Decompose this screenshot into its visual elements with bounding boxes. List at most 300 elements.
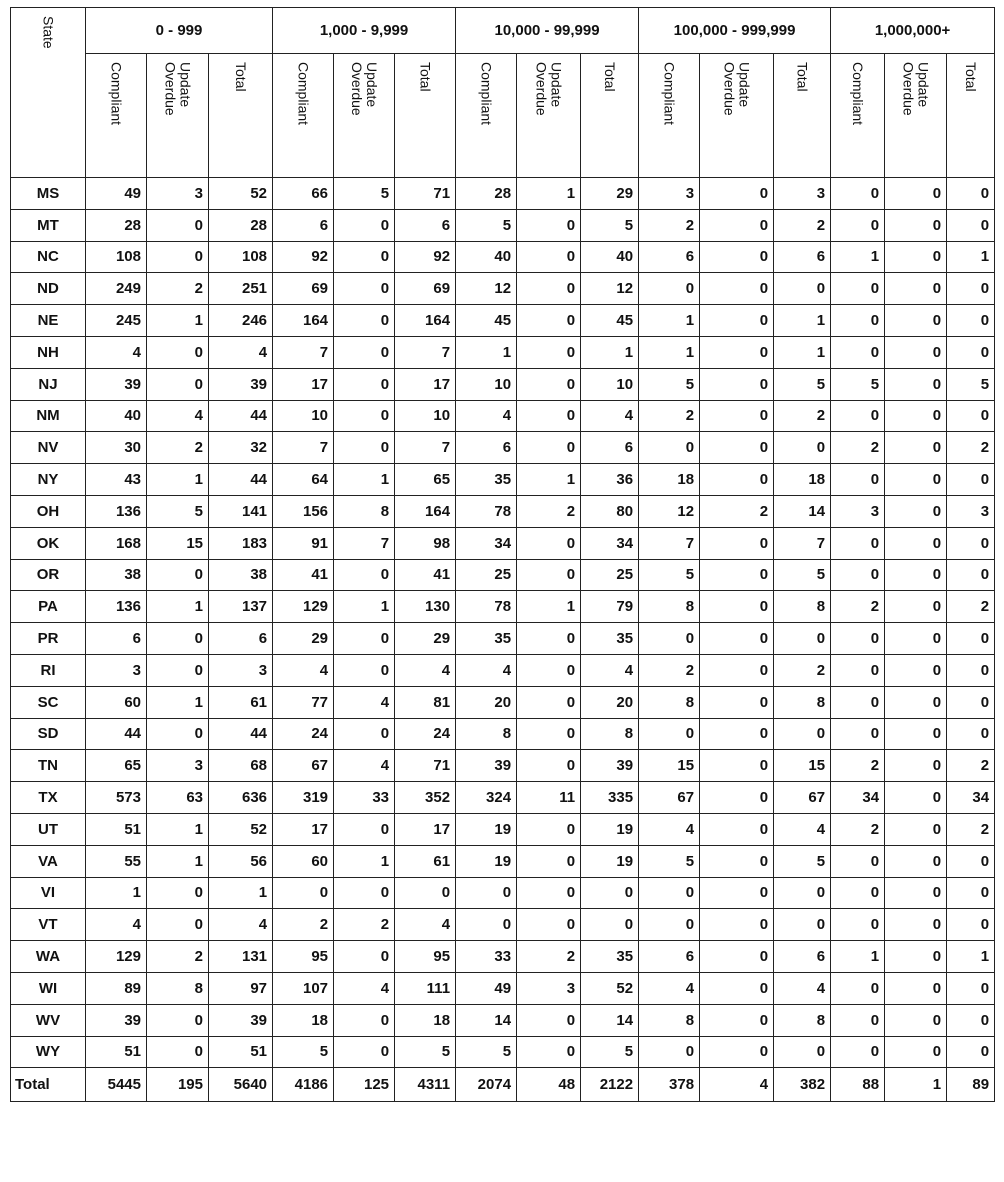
value-cell: 5 (334, 178, 395, 210)
value-cell: 34 (581, 527, 639, 559)
value-cell: 0 (147, 654, 209, 686)
value-cell: 45 (581, 305, 639, 337)
value-cell: 0 (831, 1036, 885, 1068)
state-cell: OR (11, 559, 86, 591)
value-cell: 0 (700, 1004, 774, 1036)
state-cell: NE (11, 305, 86, 337)
value-cell: 19 (581, 813, 639, 845)
value-cell: 81 (395, 686, 456, 718)
value-cell: 2 (639, 209, 700, 241)
value-cell: 0 (334, 654, 395, 686)
table-row (11, 1036, 995, 1068)
value-cell: 0 (517, 432, 581, 464)
value-cell: 69 (273, 273, 334, 305)
value-cell: 5 (774, 368, 831, 400)
value-cell: 65 (395, 464, 456, 496)
value-cell: 38 (86, 559, 147, 591)
total-value-cell: 2074 (456, 1068, 517, 1102)
table-row (11, 368, 995, 400)
table-row (11, 209, 995, 241)
value-cell: 0 (517, 273, 581, 305)
value-cell: 6 (639, 941, 700, 973)
table-row (11, 909, 995, 941)
total-value-cell: 88 (831, 1068, 885, 1102)
value-cell: 1 (947, 241, 995, 273)
value-cell: 0 (885, 527, 947, 559)
value-cell: 17 (273, 368, 334, 400)
state-cell: UT (11, 813, 86, 845)
value-cell: 0 (334, 559, 395, 591)
value-cell: 95 (395, 941, 456, 973)
value-cell: 67 (774, 782, 831, 814)
value-cell: 0 (639, 877, 700, 909)
value-cell: 3 (947, 495, 995, 527)
value-cell: 3 (831, 495, 885, 527)
value-cell: 2 (700, 495, 774, 527)
value-cell: 1 (147, 591, 209, 623)
value-cell: 0 (334, 368, 395, 400)
value-cell: 164 (273, 305, 334, 337)
value-cell: 61 (209, 686, 273, 718)
value-cell: 92 (395, 241, 456, 273)
value-cell: 4 (395, 654, 456, 686)
value-cell: 0 (456, 877, 517, 909)
value-cell: 80 (581, 495, 639, 527)
value-cell: 95 (273, 941, 334, 973)
state-header-label: State (40, 16, 57, 49)
value-cell: 97 (209, 972, 273, 1004)
subcolumn-header (273, 54, 334, 178)
value-cell: 0 (831, 877, 885, 909)
value-cell: 0 (831, 400, 885, 432)
value-cell: 3 (517, 972, 581, 1004)
value-cell: 0 (700, 400, 774, 432)
value-cell: 66 (273, 178, 334, 210)
value-cell: 28 (86, 209, 147, 241)
state-cell: NH (11, 336, 86, 368)
value-cell: 60 (273, 845, 334, 877)
value-cell: 2 (831, 432, 885, 464)
value-cell: 0 (774, 718, 831, 750)
state-cell: PA (11, 591, 86, 623)
value-cell: 14 (774, 495, 831, 527)
value-cell: 5 (639, 368, 700, 400)
table-row (11, 527, 995, 559)
subcolumn-header-label: Total (794, 62, 811, 92)
value-cell: 0 (885, 591, 947, 623)
subcolumn-header-label: Compliant (295, 62, 312, 126)
value-cell: 4 (456, 654, 517, 686)
value-cell: 0 (147, 623, 209, 655)
table-row (11, 305, 995, 337)
value-cell: 64 (273, 464, 334, 496)
value-cell: 51 (86, 1036, 147, 1068)
value-cell: 18 (639, 464, 700, 496)
value-cell: 2 (947, 750, 995, 782)
value-cell: 0 (947, 527, 995, 559)
table-row (11, 1004, 995, 1036)
value-cell: 5 (774, 845, 831, 877)
value-cell: 0 (639, 909, 700, 941)
value-cell: 1 (517, 591, 581, 623)
table-row (11, 718, 995, 750)
value-cell: 0 (885, 845, 947, 877)
value-cell: 0 (885, 432, 947, 464)
header-group-row (11, 8, 995, 54)
value-cell: 0 (334, 209, 395, 241)
value-cell: 2 (334, 909, 395, 941)
value-cell: 0 (947, 336, 995, 368)
value-cell: 0 (334, 336, 395, 368)
subcolumn-header-label: Total (417, 62, 434, 92)
value-cell: 129 (86, 941, 147, 973)
value-cell: 15 (147, 527, 209, 559)
value-cell: 0 (334, 1004, 395, 1036)
header-subcolumn-row (11, 54, 995, 178)
value-cell: 69 (395, 273, 456, 305)
value-cell: 6 (456, 432, 517, 464)
value-cell: 5 (947, 368, 995, 400)
group-header: 1,000,000+ (831, 8, 995, 54)
value-cell: 6 (581, 432, 639, 464)
state-cell: WV (11, 1004, 86, 1036)
value-cell: 34 (456, 527, 517, 559)
value-cell: 61 (395, 845, 456, 877)
value-cell: 4 (395, 909, 456, 941)
value-cell: 0 (885, 178, 947, 210)
value-cell: 0 (517, 909, 581, 941)
value-cell: 8 (334, 495, 395, 527)
total-value-cell: 2122 (581, 1068, 639, 1102)
value-cell: 0 (947, 559, 995, 591)
value-cell: 1 (334, 591, 395, 623)
value-cell: 0 (517, 718, 581, 750)
value-cell: 0 (517, 305, 581, 337)
value-cell: 0 (700, 527, 774, 559)
value-cell: 5 (831, 368, 885, 400)
value-cell: 20 (581, 686, 639, 718)
value-cell: 156 (273, 495, 334, 527)
subcolumn-header (774, 54, 831, 178)
value-cell: 44 (86, 718, 147, 750)
value-cell: 78 (456, 591, 517, 623)
value-cell: 2 (517, 495, 581, 527)
value-cell: 1 (209, 877, 273, 909)
value-cell: 33 (334, 782, 395, 814)
value-cell: 36 (581, 464, 639, 496)
value-cell: 2 (774, 400, 831, 432)
value-cell: 51 (86, 813, 147, 845)
value-cell: 0 (700, 464, 774, 496)
value-cell: 0 (517, 368, 581, 400)
value-cell: 49 (456, 972, 517, 1004)
value-cell: 0 (581, 877, 639, 909)
value-cell: 0 (947, 845, 995, 877)
subcolumn-header-label: Compliant (478, 62, 495, 126)
group-header: 1,000 - 9,999 (273, 8, 456, 54)
value-cell: 0 (885, 972, 947, 1004)
value-cell: 39 (86, 1004, 147, 1036)
value-cell: 2 (831, 591, 885, 623)
table-row (11, 654, 995, 686)
value-cell: 0 (885, 813, 947, 845)
value-cell: 636 (209, 782, 273, 814)
value-cell: 0 (885, 941, 947, 973)
value-cell: 11 (517, 782, 581, 814)
value-cell: 0 (700, 909, 774, 941)
value-cell: 0 (700, 559, 774, 591)
value-cell: 44 (209, 400, 273, 432)
value-cell: 4 (639, 972, 700, 1004)
value-cell: 0 (334, 241, 395, 273)
value-cell: 0 (947, 1036, 995, 1068)
value-cell: 2 (639, 654, 700, 686)
value-cell: 2 (831, 750, 885, 782)
value-cell: 0 (334, 623, 395, 655)
value-cell: 98 (395, 527, 456, 559)
value-cell: 0 (885, 336, 947, 368)
table-row (11, 464, 995, 496)
value-cell: 1 (639, 336, 700, 368)
value-cell: 0 (700, 623, 774, 655)
total-value-cell: 5640 (209, 1068, 273, 1102)
state-cell: SC (11, 686, 86, 718)
value-cell: 10 (273, 400, 334, 432)
value-cell: 52 (209, 813, 273, 845)
value-cell: 0 (639, 432, 700, 464)
value-cell: 0 (517, 527, 581, 559)
value-cell: 19 (456, 813, 517, 845)
value-cell: 0 (947, 877, 995, 909)
group-header: 100,000 - 999,999 (639, 8, 831, 54)
value-cell: 0 (831, 1004, 885, 1036)
value-cell: 0 (885, 782, 947, 814)
value-cell: 0 (517, 1004, 581, 1036)
value-cell: 14 (581, 1004, 639, 1036)
value-cell: 0 (147, 877, 209, 909)
value-cell: 39 (209, 368, 273, 400)
value-cell: 0 (947, 718, 995, 750)
value-cell: 0 (700, 336, 774, 368)
value-cell: 0 (334, 941, 395, 973)
value-cell: 49 (86, 178, 147, 210)
value-cell: 2 (947, 813, 995, 845)
value-cell: 108 (86, 241, 147, 273)
value-cell: 29 (395, 623, 456, 655)
value-cell: 4 (774, 972, 831, 1004)
value-cell: 39 (581, 750, 639, 782)
total-value-cell: 89 (947, 1068, 995, 1102)
value-cell: 0 (700, 750, 774, 782)
value-cell: 2 (147, 273, 209, 305)
value-cell: 4 (581, 400, 639, 432)
value-cell: 24 (273, 718, 334, 750)
table-row (11, 845, 995, 877)
subcolumn-header (517, 54, 581, 178)
state-cell: VT (11, 909, 86, 941)
value-cell: 246 (209, 305, 273, 337)
value-cell: 352 (395, 782, 456, 814)
value-cell: 1 (147, 813, 209, 845)
value-cell: 0 (947, 209, 995, 241)
value-cell: 0 (885, 654, 947, 686)
value-cell: 4 (334, 972, 395, 1004)
value-cell: 0 (700, 432, 774, 464)
value-cell: 0 (517, 877, 581, 909)
value-cell: 164 (395, 495, 456, 527)
value-cell: 15 (639, 750, 700, 782)
value-cell: 164 (395, 305, 456, 337)
value-cell: 0 (517, 686, 581, 718)
value-cell: 4 (639, 813, 700, 845)
value-cell: 4 (334, 686, 395, 718)
value-cell: 1 (774, 336, 831, 368)
value-cell: 33 (456, 941, 517, 973)
value-cell: 10 (456, 368, 517, 400)
value-cell: 1 (831, 241, 885, 273)
value-cell: 10 (395, 400, 456, 432)
value-cell: 0 (947, 305, 995, 337)
value-cell: 8 (147, 972, 209, 1004)
value-cell: 0 (947, 273, 995, 305)
value-cell: 5 (581, 209, 639, 241)
value-cell: 0 (517, 336, 581, 368)
value-cell: 51 (209, 1036, 273, 1068)
value-cell: 52 (209, 178, 273, 210)
value-cell: 24 (395, 718, 456, 750)
value-cell: 136 (86, 591, 147, 623)
value-cell: 0 (947, 178, 995, 210)
value-cell: 3 (147, 178, 209, 210)
value-cell: 1 (334, 464, 395, 496)
value-cell: 0 (831, 623, 885, 655)
value-cell: 0 (700, 368, 774, 400)
value-cell: 0 (700, 686, 774, 718)
value-cell: 41 (395, 559, 456, 591)
value-cell: 7 (395, 432, 456, 464)
subcolumn-header-label: Total (602, 62, 619, 92)
value-cell: 183 (209, 527, 273, 559)
value-cell: 168 (86, 527, 147, 559)
value-cell: 245 (86, 305, 147, 337)
state-cell: MS (11, 178, 86, 210)
value-cell: 249 (86, 273, 147, 305)
value-cell: 19 (581, 845, 639, 877)
state-header (11, 8, 86, 178)
value-cell: 32 (209, 432, 273, 464)
value-cell: 5 (273, 1036, 334, 1068)
value-cell: 2 (774, 209, 831, 241)
subcolumn-header (947, 54, 995, 178)
state-cell: SD (11, 718, 86, 750)
table-row (11, 750, 995, 782)
subcolumn-header-label: Update Overdue (533, 62, 565, 116)
value-cell: 0 (147, 336, 209, 368)
value-cell: 573 (86, 782, 147, 814)
value-cell: 0 (334, 718, 395, 750)
value-cell: 5 (639, 845, 700, 877)
value-cell: 14 (456, 1004, 517, 1036)
value-cell: 1 (831, 941, 885, 973)
value-cell: 0 (885, 209, 947, 241)
value-cell: 1 (517, 178, 581, 210)
value-cell: 17 (395, 368, 456, 400)
value-cell: 0 (456, 909, 517, 941)
total-label: Total (11, 1068, 86, 1102)
value-cell: 92 (273, 241, 334, 273)
value-cell: 1 (147, 305, 209, 337)
value-cell: 319 (273, 782, 334, 814)
value-cell: 1 (334, 845, 395, 877)
compliance-table-container (10, 7, 994, 1102)
value-cell: 0 (147, 241, 209, 273)
table-row (11, 782, 995, 814)
state-cell: TN (11, 750, 86, 782)
value-cell: 1 (581, 336, 639, 368)
total-value-cell: 4311 (395, 1068, 456, 1102)
value-cell: 0 (334, 877, 395, 909)
value-cell: 35 (456, 464, 517, 496)
subcolumn-header-label: Total (233, 62, 250, 92)
value-cell: 44 (209, 718, 273, 750)
value-cell: 5 (639, 559, 700, 591)
table-row (11, 336, 995, 368)
value-cell: 3 (774, 178, 831, 210)
value-cell: 18 (774, 464, 831, 496)
value-cell: 0 (831, 686, 885, 718)
value-cell: 29 (273, 623, 334, 655)
group-header: 0 - 999 (86, 8, 273, 54)
value-cell: 12 (456, 273, 517, 305)
value-cell: 5 (456, 1036, 517, 1068)
table-row (11, 877, 995, 909)
value-cell: 89 (86, 972, 147, 1004)
value-cell: 8 (774, 1004, 831, 1036)
value-cell: 1 (774, 305, 831, 337)
group-header: 10,000 - 99,999 (456, 8, 639, 54)
value-cell: 7 (334, 527, 395, 559)
subcolumn-header (581, 54, 639, 178)
value-cell: 0 (517, 209, 581, 241)
value-cell: 4 (86, 909, 147, 941)
value-cell: 55 (86, 845, 147, 877)
value-cell: 78 (456, 495, 517, 527)
value-cell: 0 (947, 686, 995, 718)
value-cell: 0 (700, 305, 774, 337)
value-cell: 43 (86, 464, 147, 496)
subcolumn-header (147, 54, 209, 178)
value-cell: 0 (885, 1036, 947, 1068)
value-cell: 68 (209, 750, 273, 782)
value-cell: 4 (581, 654, 639, 686)
value-cell: 20 (456, 686, 517, 718)
value-cell: 5 (581, 1036, 639, 1068)
subcolumn-header-label: Compliant (108, 62, 125, 126)
state-cell: VI (11, 877, 86, 909)
value-cell: 17 (273, 813, 334, 845)
value-cell: 3 (209, 654, 273, 686)
value-cell: 19 (456, 845, 517, 877)
value-cell: 0 (334, 400, 395, 432)
table-row (11, 623, 995, 655)
value-cell: 6 (774, 941, 831, 973)
subcolumn-header-label: Compliant (850, 62, 867, 126)
value-cell: 0 (517, 654, 581, 686)
value-cell: 6 (639, 241, 700, 273)
value-cell: 71 (395, 750, 456, 782)
value-cell: 0 (147, 1004, 209, 1036)
value-cell: 0 (885, 1004, 947, 1036)
